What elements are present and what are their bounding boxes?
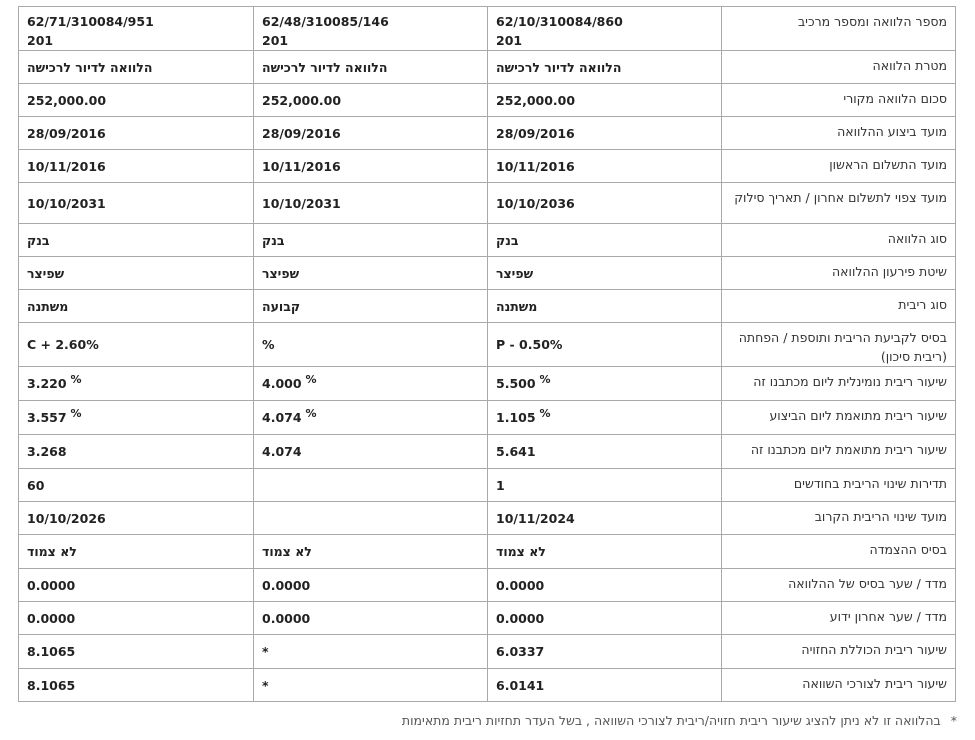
- cell-original-amount: [254, 84, 488, 117]
- row-adjusted-rate-exec: [19, 401, 956, 435]
- cell-value: 4.000: [262, 375, 302, 391]
- loan-id-number: 62/71/310084/951: [27, 14, 154, 29]
- cell-base-index: [254, 569, 488, 602]
- row-label: מועד צפוי לתשלום אחרון / תאריך סילוק: [722, 183, 956, 224]
- cell-interest-basis: [488, 323, 722, 367]
- cell-original-amount: [488, 84, 722, 117]
- cell-projected-rate: [254, 635, 488, 669]
- cell-value: 0.0000: [262, 610, 311, 626]
- row-purpose: [19, 51, 956, 84]
- cell-value: 3.268: [27, 444, 67, 459]
- row-label: מטרת הלוואה: [722, 51, 956, 84]
- percent-sign: %: [305, 406, 317, 420]
- row-change-frequency: [19, 469, 956, 502]
- cell-value: 4.074: [262, 409, 302, 425]
- cell-value: משתנה: [496, 298, 538, 314]
- cell-value: לא צמוד: [262, 544, 312, 559]
- cell-value: בנק: [262, 232, 285, 248]
- cell-interest-basis: [254, 323, 488, 367]
- footnote-text: בהלוואה זו לא ניתן להציג שיעור ריבית חזויה/ריבית לצורכי השוואה , בשל העדר תחזיות ריבית מתאימות: [401, 713, 941, 728]
- cell-loan-type: [19, 224, 254, 257]
- row-base-index: [19, 569, 956, 602]
- cell-value: 4.074: [262, 444, 302, 459]
- cell-comparison-rate: [19, 669, 254, 702]
- cell-change-frequency: [254, 469, 488, 502]
- cell-change-frequency: [19, 469, 254, 502]
- cell-loan-id: [254, 7, 488, 51]
- percent-sign: %: [539, 372, 551, 386]
- cell-value: שפיצר: [496, 265, 534, 281]
- cell-value: 10/10/2026: [27, 510, 106, 526]
- cell-last-payment: [254, 183, 488, 224]
- row-label: מדד / שער אחרון ידוע: [722, 602, 956, 635]
- cell-first-payment: [19, 150, 254, 183]
- cell-value: 3.220: [27, 375, 67, 391]
- cell-execution-date: [19, 117, 254, 150]
- cell-interest-type: [488, 290, 722, 323]
- cell-value: *: [262, 677, 269, 693]
- cell-linkage-basis: [19, 535, 254, 569]
- cell-comparison-rate: [488, 669, 722, 702]
- row-nominal-rate: [19, 367, 956, 401]
- row-label: שיעור ריבית נומינלית ליום מכתבנו זה: [722, 367, 956, 401]
- cell-value: לא צמוד: [27, 544, 77, 559]
- row-label: שיטת פירעון ההלוואה: [722, 257, 956, 290]
- row-first-payment: [19, 150, 956, 183]
- cell-value: 28/09/2016: [496, 125, 575, 141]
- cell-change-frequency: [488, 469, 722, 502]
- cell-last-index: [254, 602, 488, 635]
- cell-adjusted-rate-exec: [19, 401, 254, 435]
- component-number: 201: [496, 33, 523, 48]
- cell-value: 0.0000: [496, 577, 545, 593]
- component-number: 201: [262, 33, 289, 48]
- cell-interest-type: [254, 290, 488, 323]
- cell-nominal-rate: [488, 367, 722, 401]
- cell-value: 1: [496, 477, 505, 493]
- cell-value: 10/10/2031: [262, 195, 341, 211]
- cell-next-change: [488, 502, 722, 535]
- row-label: מועד ביצוע ההלוואה: [722, 117, 956, 150]
- row-last-index: [19, 602, 956, 635]
- cell-value: בנק: [496, 232, 519, 248]
- row-comparison-rate: [19, 669, 956, 702]
- cell-value: הלוואה לדיור לרכישה: [27, 59, 153, 75]
- cell-loan-id: [19, 7, 254, 51]
- cell-first-payment: [254, 150, 488, 183]
- cell-value: 10/10/2031: [27, 195, 106, 211]
- row-loan-type: [19, 224, 956, 257]
- cell-value: 10/11/2016: [262, 158, 341, 174]
- row-label: מועד שינוי הריבית הקרוב: [722, 502, 956, 535]
- cell-value: 1.105: [496, 409, 536, 425]
- cell-first-payment: [488, 150, 722, 183]
- cell-value: 0.0000: [27, 577, 76, 593]
- row-next-change: [19, 502, 956, 535]
- cell-loan-type: [488, 224, 722, 257]
- row-label: תדירות שינוי הריבית בחודשים: [722, 469, 956, 502]
- cell-value: הלוואה לדיור לרכישה: [262, 59, 388, 75]
- cell-value: 6.0141: [496, 677, 545, 693]
- row-last-payment: [19, 183, 956, 224]
- cell-value: *: [262, 644, 269, 659]
- cell-adjusted-rate-exec: [254, 401, 488, 435]
- percent-sign: %: [70, 372, 82, 386]
- cell-value: 3.557: [27, 409, 67, 425]
- cell-repayment-method: [488, 257, 722, 290]
- cell-value: משתנה: [27, 298, 69, 314]
- cell-value: 0.0000: [262, 577, 311, 593]
- footnote: [402, 713, 957, 728]
- cell-value: 10/11/2016: [27, 158, 106, 174]
- loan-id-number: 62/48/310085/146: [262, 14, 389, 29]
- cell-value: קבועה: [262, 298, 301, 314]
- row-label: שיעור ריבית הכוללת החזויה: [722, 635, 956, 669]
- cell-interest-type: [19, 290, 254, 323]
- cell-value: 5.500: [496, 375, 536, 391]
- cell-value: P - 0.50%: [496, 337, 563, 352]
- cell-value: 6.0337: [496, 644, 545, 659]
- row-original-amount: [19, 84, 956, 117]
- cell-value: הלוואה לדיור לרכישה: [496, 59, 622, 75]
- cell-adjusted-rate-now: [254, 435, 488, 469]
- cell-value: 0.0000: [27, 610, 76, 626]
- cell-purpose: [254, 51, 488, 84]
- cell-value: שפיצר: [262, 265, 300, 281]
- cell-execution-date: [254, 117, 488, 150]
- cell-value: 0.0000: [496, 610, 545, 626]
- row-linkage-basis: [19, 535, 956, 569]
- cell-execution-date: [488, 117, 722, 150]
- cell-nominal-rate: [19, 367, 254, 401]
- row-label: מועד התשלום הראשון: [722, 150, 956, 183]
- row-label: בסיס לקביעת הריבית ותוספת / הפחתה (ריבית סיכון): [722, 323, 956, 367]
- cell-last-payment: [488, 183, 722, 224]
- footnote-star: *: [950, 713, 957, 728]
- percent-sign: %: [70, 406, 82, 420]
- cell-projected-rate: [19, 635, 254, 669]
- percent-sign: %: [539, 406, 551, 420]
- row-loan-id: [19, 7, 956, 51]
- row-execution-date: [19, 117, 956, 150]
- row-repayment-method: [19, 257, 956, 290]
- cell-value: 252,000.00: [262, 92, 342, 108]
- cell-interest-basis: [19, 323, 254, 367]
- cell-value: 28/09/2016: [27, 125, 106, 141]
- row-label: סוג ריבית: [722, 290, 956, 323]
- cell-last-index: [19, 602, 254, 635]
- row-label: שיעור ריבית לצורכי השוואה: [722, 669, 956, 702]
- cell-last-index: [488, 602, 722, 635]
- row-label: מדד / שער בסיס של ההלוואה: [722, 569, 956, 602]
- loan-details-body: [19, 7, 956, 702]
- row-adjusted-rate-now: [19, 435, 956, 469]
- percent-sign: %: [305, 372, 317, 386]
- cell-value: לא צמוד: [496, 544, 546, 559]
- cell-purpose: [19, 51, 254, 84]
- cell-adjusted-rate-now: [19, 435, 254, 469]
- row-interest-type: [19, 290, 956, 323]
- cell-base-index: [488, 569, 722, 602]
- row-label: שיעור ריבית מתואמת ליום מכתבנו זה: [722, 435, 956, 469]
- loan-id-number: 62/10/310084/860: [496, 14, 623, 29]
- cell-value: 252,000.00: [27, 92, 107, 108]
- row-label: סכום הלוואה מקורי: [722, 84, 956, 117]
- cell-value: C + 2.60%: [27, 337, 99, 352]
- cell-value: 8.1065: [27, 644, 76, 659]
- loan-details-table: [18, 6, 956, 702]
- cell-loan-type: [254, 224, 488, 257]
- cell-linkage-basis: [254, 535, 488, 569]
- row-label: שיעור ריבית מתואמת ליום הביצוע: [722, 401, 956, 435]
- cell-original-amount: [19, 84, 254, 117]
- cell-value: 28/09/2016: [262, 125, 341, 141]
- cell-adjusted-rate-now: [488, 435, 722, 469]
- cell-repayment-method: [254, 257, 488, 290]
- row-label: סוג הלוואה: [722, 224, 956, 257]
- cell-next-change: [254, 502, 488, 535]
- cell-value: 60: [27, 477, 45, 493]
- row-projected-rate: [19, 635, 956, 669]
- cell-next-change: [19, 502, 254, 535]
- cell-value: %: [262, 337, 275, 352]
- cell-last-payment: [19, 183, 254, 224]
- cell-loan-id: [488, 7, 722, 51]
- cell-value: 10/11/2016: [496, 158, 575, 174]
- cell-linkage-basis: [488, 535, 722, 569]
- cell-projected-rate: [488, 635, 722, 669]
- cell-nominal-rate: [254, 367, 488, 401]
- cell-value: 252,000.00: [496, 92, 576, 108]
- cell-value: 5.641: [496, 444, 536, 459]
- cell-base-index: [19, 569, 254, 602]
- cell-value: 8.1065: [27, 677, 76, 693]
- cell-value: בנק: [27, 232, 50, 248]
- cell-value: 10/11/2024: [496, 510, 575, 526]
- cell-comparison-rate: [254, 669, 488, 702]
- cell-purpose: [488, 51, 722, 84]
- cell-adjusted-rate-exec: [488, 401, 722, 435]
- component-number: 201: [27, 33, 54, 48]
- row-label: מספר הלוואה ומספר מרכיב: [722, 7, 956, 51]
- cell-repayment-method: [19, 257, 254, 290]
- cell-value: שפיצר: [27, 265, 65, 281]
- row-interest-basis: [19, 323, 956, 367]
- row-label: בסיס ההצמדה: [722, 535, 956, 569]
- cell-value: 10/10/2036: [496, 195, 575, 211]
